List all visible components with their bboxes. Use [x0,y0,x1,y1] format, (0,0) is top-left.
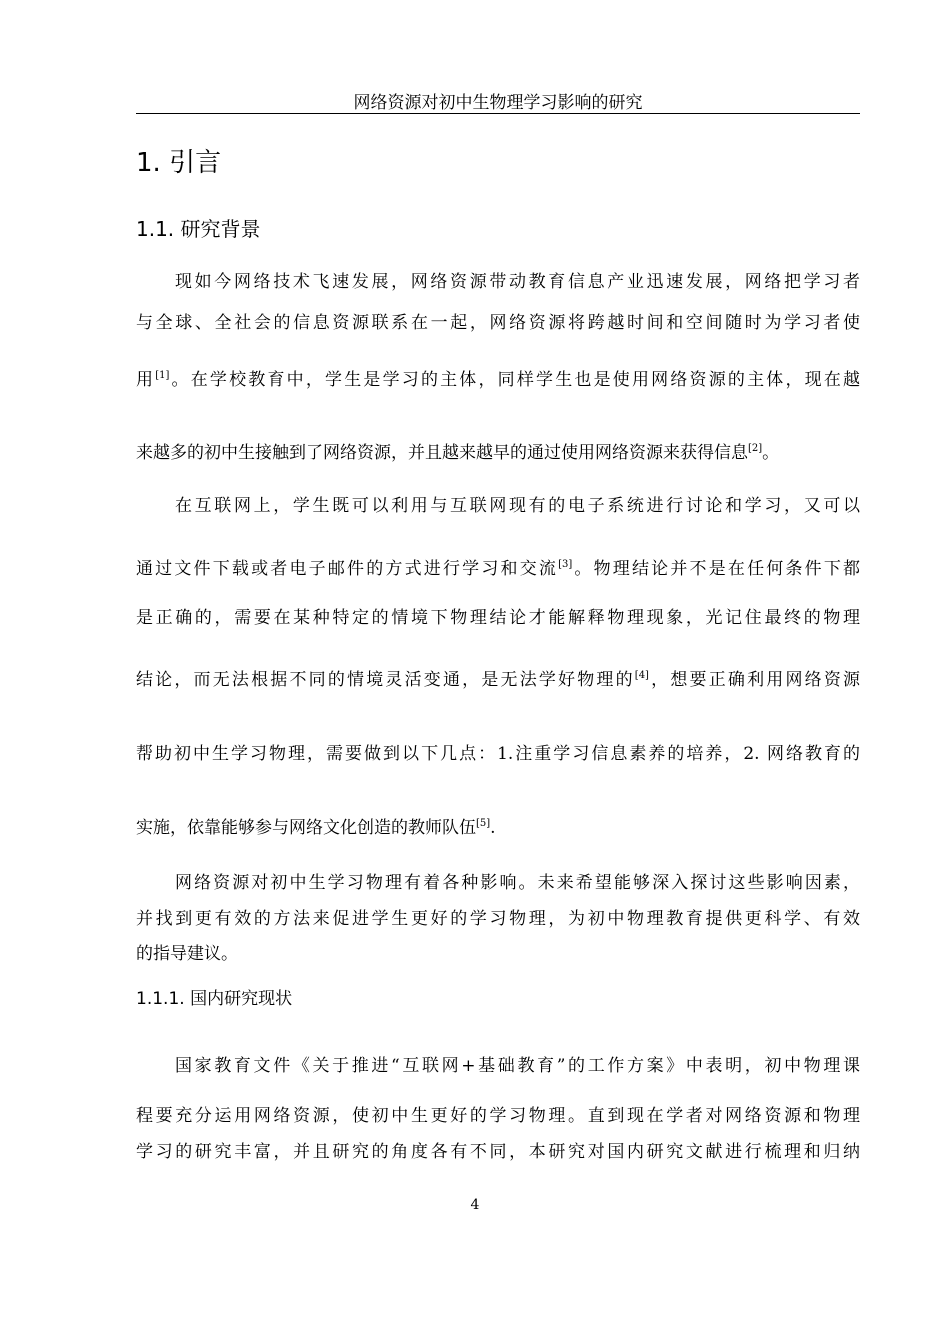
text-span: 来越多的初中生接触到了网络资源，并且越来越早的通过使用网络资源来获得信息 [136,443,748,463]
text-span: . [490,818,496,838]
text-span: 。在学校教育中，学生是学习的主体，同样学生也是使用网络资源的主体，现在越 [169,370,861,390]
citation-ref-3: [3] [558,559,573,570]
paragraph-2-line-2 [136,557,860,581]
paragraph-1-line-3 [136,368,860,392]
paragraph-1-line-1: 现如今网络技术飞速发展，网络资源带动教育信息产业迅速发展，网络把学习者 [175,272,860,292]
text-span: 。 [762,443,780,463]
text-span: 用 [136,370,156,390]
paragraph-2-line-3: 是正确的，需要在某种特定的情境下物理结论才能解释物理现象，光记住最终的物理 [136,608,860,628]
paragraph-4-line-1: 国家教育文件《关于推进“互联网+基础教育”的工作方案》中表明，初中物理课 [175,1056,860,1076]
paragraph-4-line-3: 学习的研究丰富，并且研究的角度各有不同，本研究对国内研究文献进行梳理和归纳 [136,1142,860,1162]
running-header: 网络资源对初中生物理学习影响的研究 [353,93,643,113]
page-number: 4 [470,1197,480,1213]
citation-ref-5: [5] [476,818,491,829]
paragraph-1-line-2: 与全球、全社会的信息资源联系在一起，网络资源将跨越时间和空间随时为学习者使 [136,313,860,333]
text-span: 通过文件下载或者电子邮件的方式进行学习和交流 [136,559,559,579]
paragraph-1-line-4 [136,441,860,465]
section-heading: 1. 引言 [136,148,222,178]
paragraph-2-line-1: 在互联网上，学生既可以利用与互联网现有的电子系统进行讨论和学习，又可以 [175,496,860,516]
paragraph-2-line-5: 帮助初中生学习物理，需要做到以下几点：1.注重学习信息素养的培养，2. 网络教育的 [136,744,860,764]
subsection-heading: 1.1. 研究背景 [136,217,261,241]
paragraph-3-line-1: 网络资源对初中生学习物理有着各种影响。未来希望能够深入探讨这些影响因素， [175,873,860,893]
citation-ref-1: [1] [155,370,170,381]
citation-ref-2: [2] [748,443,763,454]
text-span: 。物理结论并不是在任何条件下都 [572,559,861,579]
paragraph-2-line-4 [136,668,860,692]
paragraph-2-line-6 [136,816,860,840]
text-span: ，想要正确利用网络资源 [648,670,860,690]
paragraph-4-line-2: 程要充分运用网络资源，使初中生更好的学习物理。直到现在学者对网络资源和物理 [136,1106,860,1126]
subsubsection-heading: 1.1.1. 国内研究现状 [136,989,293,1009]
paragraph-3-line-3: 的指导建议。 [136,944,238,964]
header-rule [136,113,860,114]
text-span: 结论，而无法根据不同的情境灵活变通，是无法学好物理的 [136,670,635,690]
citation-ref-4: [4] [634,670,649,681]
text-span: 实施，依靠能够参与网络文化创造的教师队伍 [136,818,476,838]
paragraph-3-line-2: 并找到更有效的方法来促进学生更好的学习物理，为初中物理教育提供更科学、有效 [136,909,860,929]
